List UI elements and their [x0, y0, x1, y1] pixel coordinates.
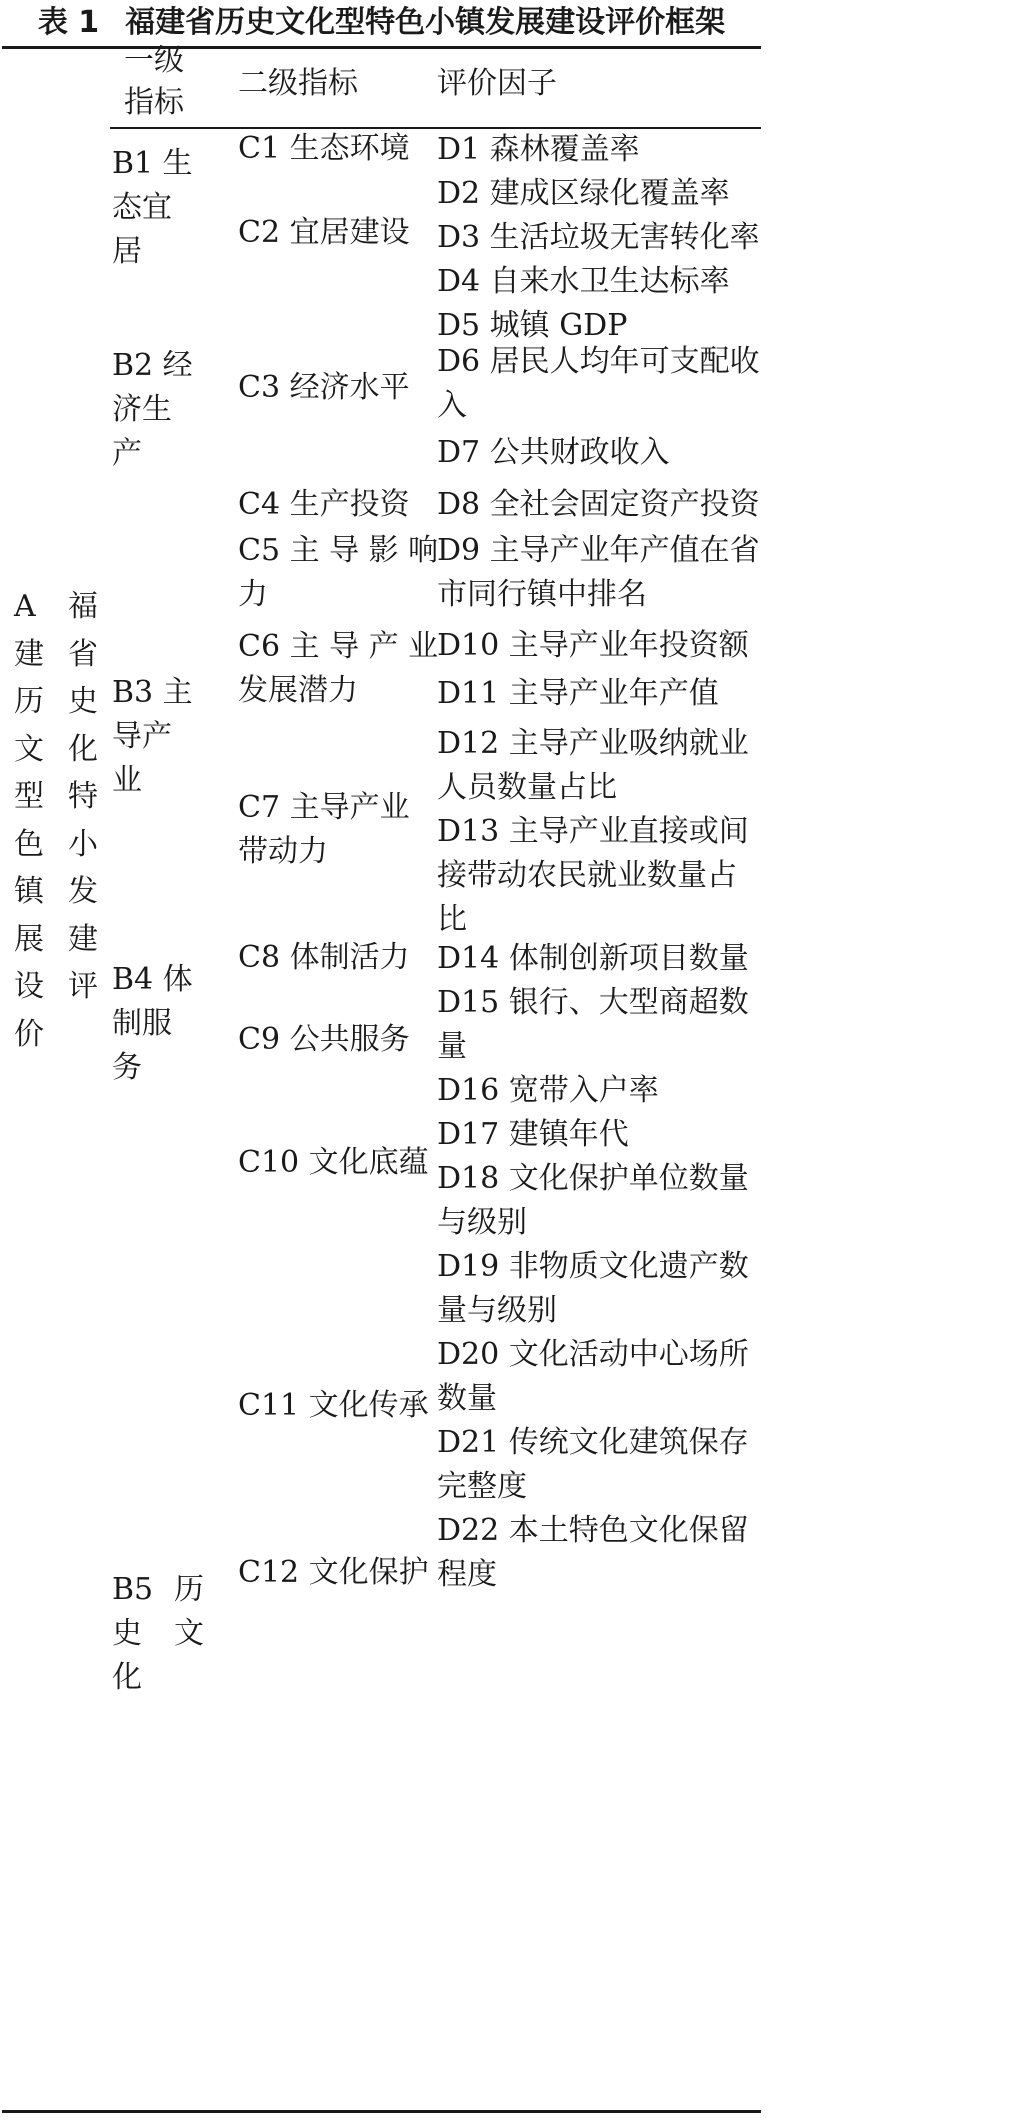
- table-title: [0, 2, 763, 44]
- header-level2: 二级指标: [238, 66, 358, 101]
- level-a-row: 展 建: [14, 921, 98, 957]
- level-a-row: 型 特: [14, 779, 98, 814]
- factor-line: D13 主导产业直接或间: [437, 814, 749, 849]
- factor-line: 完整度: [437, 1469, 527, 1504]
- level-a-row: 文 化: [14, 731, 98, 767]
- factor-line: 与级别: [437, 1205, 527, 1240]
- factor-group: [437, 937, 749, 1597]
- level-c12: C12 文化保护: [238, 1555, 429, 1590]
- level-b2: B2 经 济生 产: [112, 348, 193, 471]
- factor-line: D6 居民人均年可支配收: [437, 344, 760, 379]
- factor-line: D7 公共财政收入: [437, 435, 670, 470]
- level-a-row: A 福: [14, 589, 98, 624]
- level-c2: C2 宜居建设: [238, 215, 410, 250]
- factor-line: D21 传统文化建筑保存: [437, 1425, 749, 1460]
- factor-line: D18 文化保护单位数量: [437, 1161, 749, 1196]
- level-c10: C10 文化底蕴: [238, 1145, 429, 1180]
- factor-line: 人员数量占比: [437, 770, 617, 805]
- level-c5: C5 主 导 影 响 力: [238, 533, 439, 612]
- header-level1: [124, 40, 184, 124]
- factor-line: D16 宽带入户率: [437, 1073, 659, 1108]
- level-c6: C6 主 导 产 业 发展潜力: [238, 629, 439, 708]
- factor-line: D1 森林覆盖率: [437, 132, 640, 167]
- level-b4: B4 体 制服 务: [112, 962, 193, 1085]
- factor-group: [437, 529, 760, 617]
- level-b5: B5 历 史 文 化: [112, 1572, 204, 1695]
- factor-line: D12 主导产业吸纳就业: [437, 726, 749, 761]
- table-caption: 福建省历史文化型特色小镇发展建设评价框架: [125, 5, 726, 40]
- factor-group: [437, 722, 749, 942]
- header-level1-line: 指标: [124, 85, 184, 120]
- factor-line: D19 非物质文化遗产数: [437, 1249, 749, 1284]
- table-number: 表 1: [37, 5, 100, 40]
- bottom-rule: [2, 2110, 761, 2113]
- level-a-goal: [14, 583, 98, 1058]
- factor-line: 量: [437, 1029, 467, 1064]
- factor-group: [437, 340, 760, 428]
- factor-line: 市同行镇中排名: [437, 577, 647, 612]
- factor-line: D20 文化活动中心场所: [437, 1337, 749, 1372]
- level-a-row: 历 史: [14, 684, 98, 719]
- level-c11: C11 文化传承: [238, 1388, 429, 1423]
- level-c4: C4 生产投资: [238, 487, 410, 522]
- level-a-row: 建 省: [14, 636, 98, 672]
- factor-line: D14 体制创新项目数量: [437, 941, 749, 976]
- level-a-row: 设 评: [14, 969, 98, 1004]
- level-a-row: 镇 发: [14, 874, 98, 909]
- header-factor: 评价因子: [437, 66, 557, 101]
- factor-line: D22 本土特色文化保留: [437, 1513, 749, 1548]
- factor-line: D4 自来水卫生达标率: [437, 264, 730, 299]
- level-c3: C3 经济水平: [238, 370, 410, 405]
- top-rule: [2, 46, 761, 49]
- level-c7: C7 主导产业 带动力: [238, 790, 410, 869]
- factor-line: D17 建镇年代: [437, 1117, 629, 1152]
- factor-line: 程度: [437, 1557, 497, 1592]
- header-level1-line: 一级: [124, 43, 184, 78]
- level-b3: B3 主 导产 业: [112, 675, 193, 798]
- level-b1: B1 生 态宜 居: [112, 146, 193, 269]
- factor-line: 量与级别: [437, 1293, 557, 1328]
- factor-group: [437, 128, 760, 348]
- factor-line: D2 建成区绿化覆盖率: [437, 176, 730, 211]
- level-c8: C8 体制活力: [238, 940, 410, 975]
- factor-line: D5 城镇 GDP: [437, 308, 628, 343]
- factor-line: 数量: [437, 1381, 497, 1416]
- factor-line: D9 主导产业年产值在省: [437, 533, 760, 568]
- factor-line: D3 生活垃圾无害转化率: [437, 220, 760, 255]
- factor-line: 比: [437, 902, 467, 937]
- factor-line: D8 全社会固定资产投资: [437, 487, 760, 522]
- factor-line: D15 银行、大型商超数: [437, 985, 749, 1020]
- level-c9: C9 公共服务: [238, 1022, 410, 1057]
- factor-line: 接带动农民就业数量占: [437, 858, 737, 893]
- factor-line: D10 主导产业年投资额: [437, 628, 749, 663]
- level-c1: C1 生态环境: [238, 131, 410, 166]
- level-a-row: 价: [14, 1016, 44, 1052]
- factor-line: 入: [437, 388, 467, 423]
- factor-line: D11 主导产业年产值: [437, 676, 719, 711]
- level-a-row: 色 小: [14, 826, 98, 862]
